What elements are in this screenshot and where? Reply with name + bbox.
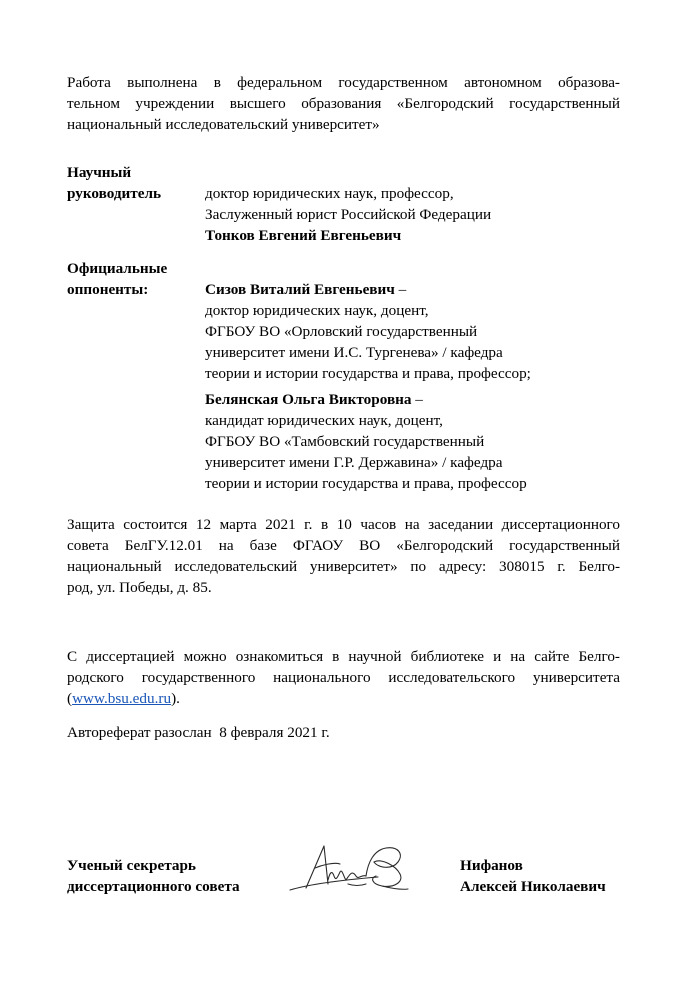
supervisor-degree: доктор юридических наук, профессор,: [205, 185, 454, 202]
defense-paragraph: [67, 514, 620, 598]
opponent-second-dash: –: [411, 391, 423, 408]
sent-date: [67, 722, 620, 743]
opponent-second-line: кандидат юридических наук, доцент,: [205, 412, 443, 429]
library-close-paren: ).: [171, 690, 180, 707]
opponent-first: [205, 279, 625, 384]
library-open-paren: (: [67, 690, 73, 707]
defense-line: национальный исследовательский университет» по адресу: 308015 г. Белго-: [67, 558, 620, 575]
intro-line: Работа выполнена в федеральном государственном автономном образова-: [67, 74, 620, 91]
library-line: [67, 688, 620, 709]
opponents-label-1: Официальные: [67, 260, 168, 277]
secretary-given-names: Алексей Николаевич: [460, 878, 606, 895]
secretary-title-line: Ученый секретарь: [67, 857, 196, 874]
defense-line: род, ул. Победы, д. 85.: [67, 579, 212, 596]
supervisor-title: Заслуженный юрист Российской Федерации: [205, 206, 492, 223]
opponent-second-line: теории и истории государства и права, профессор: [205, 475, 527, 492]
intro-paragraph: [67, 72, 620, 135]
intro-line: национальный исследовательский университет»: [67, 116, 380, 133]
defense-line: совета БелГУ.12.01 на базе ФГАОУ ВО «Белгородский государственный: [67, 537, 620, 554]
sent-date-text: Автореферат разослан 8 февраля 2021 г.: [67, 724, 330, 741]
opponent-first-name: Сизов Виталий Евгеньевич: [205, 281, 395, 298]
supervisor-label-2: руководитель: [67, 185, 162, 202]
university-website-link[interactable]: www.bsu.edu.ru: [72, 690, 172, 707]
opponent-first-line: ФГБОУ ВО «Орловский государственный: [205, 323, 478, 340]
defense-line: Защита состоится 12 марта 2021 г. в 10 часов на заседании диссертационного: [67, 516, 620, 533]
secretary-name: [460, 855, 606, 897]
opponent-second: [205, 389, 625, 494]
opponent-second-heading: [205, 389, 625, 410]
opponent-second-line: ФГБОУ ВО «Тамбовский государственный: [205, 433, 485, 450]
library-line: С диссертацией можно ознакомиться в научной библиотеке и на сайте Белго-: [67, 648, 620, 665]
library-line: родского государственного национального исследовательского университета: [67, 669, 620, 686]
opponent-second-line: университет имени Г.Р. Державина» / кафедра: [205, 454, 503, 471]
secretary-title: [67, 855, 240, 897]
library-paragraph: [67, 646, 620, 709]
opponent-first-line: университет имени И.С. Тургенева» / кафедра: [205, 344, 503, 361]
opponent-first-heading: [205, 279, 625, 300]
opponent-first-dash: –: [394, 281, 407, 298]
supervisor-name: Тонков Евгений Евгеньевич: [205, 227, 402, 244]
intro-line: тельном учреждении высшего образования «Белгородский государственный: [67, 95, 620, 112]
supervisor-label-1: Научный: [67, 164, 132, 181]
opponents-label-2: оппоненты:: [67, 281, 149, 298]
secretary-title-line: диссертационного совета: [67, 878, 240, 895]
supervisor-details: [205, 183, 625, 246]
secretary-surname: Нифанов: [460, 857, 523, 874]
opponent-first-line: доктор юридических наук, доцент,: [205, 302, 429, 319]
opponent-first-line: теории и истории государства и права, профессор;: [205, 365, 531, 382]
handwritten-signature: [282, 840, 422, 900]
opponent-second-name: Белянская Ольга Викторовна: [205, 391, 412, 408]
